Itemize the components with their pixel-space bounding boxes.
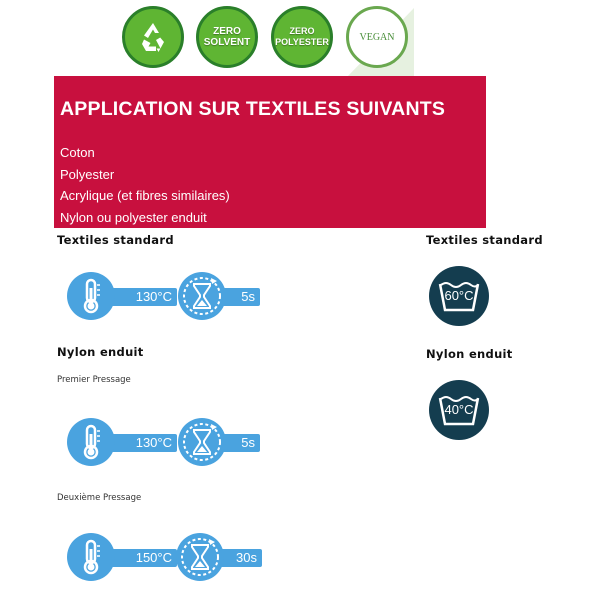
- time-indicator: [178, 418, 260, 466]
- wash-temperature: 60°C: [444, 288, 474, 303]
- list-item: Polyester: [60, 166, 115, 182]
- vegan-badge: [346, 6, 408, 68]
- time-indicator: [176, 533, 262, 581]
- heading-nylon-enduit: Nylon enduit: [57, 345, 144, 359]
- temperature-indicator: [67, 272, 177, 320]
- wash-symbol: [429, 380, 489, 440]
- badge-line2: POLYESTER: [275, 37, 329, 47]
- zero-polyester-icon: [275, 26, 329, 48]
- heading-textiles-standard-right: Textiles standard: [426, 233, 543, 247]
- list-item: Coton: [60, 145, 95, 160]
- second-press-label: Deuxième Pressage: [57, 493, 142, 503]
- thermometer-icon: [67, 418, 115, 466]
- vegan-icon: VEGAN: [359, 31, 395, 43]
- time-value: 5s: [241, 435, 255, 450]
- recycle-badge: [122, 6, 184, 68]
- first-press-label: Premier Pressage: [57, 375, 131, 385]
- application-banner: [54, 76, 486, 228]
- time-indicator: [178, 272, 260, 320]
- hourglass-icon: [178, 272, 226, 320]
- heading-nylon-enduit-right: Nylon enduit: [426, 347, 513, 361]
- temperature-value: 130°C: [135, 289, 172, 304]
- thermometer-icon: [67, 533, 115, 581]
- list-item: Nylon ou polyester enduit: [60, 209, 207, 225]
- thermometer-icon: [67, 272, 115, 320]
- list-item: Acrylique (et fibres similaires): [60, 188, 230, 203]
- zero-polyester-badge: [271, 6, 333, 68]
- time-value: 5s: [241, 289, 255, 304]
- heading-textiles-standard: Textiles standard: [57, 233, 174, 247]
- hourglass-icon: [178, 418, 226, 466]
- recycle-icon: [134, 18, 172, 56]
- temperature-indicator: [67, 533, 177, 581]
- wash-temperature: 40°C: [444, 402, 474, 417]
- temperature-value: 150°C: [135, 550, 172, 565]
- hourglass-icon: [176, 533, 224, 581]
- zero-solvent-icon: [204, 26, 250, 48]
- badge-line2: SOLVENT: [203, 37, 251, 48]
- badge-row: [122, 6, 412, 74]
- badge-line1: ZERO: [213, 26, 241, 37]
- time-value: 30s: [236, 550, 257, 565]
- badge-line1: ZERO: [289, 26, 315, 36]
- temperature-indicator: [67, 418, 177, 466]
- wash-symbol: [429, 266, 489, 326]
- temperature-value: 130°C: [135, 435, 172, 450]
- textile-list: [60, 142, 230, 228]
- zero-solvent-badge: [196, 6, 258, 68]
- banner-title: APPLICATION SUR TEXTILES SUIVANTS: [60, 98, 446, 120]
